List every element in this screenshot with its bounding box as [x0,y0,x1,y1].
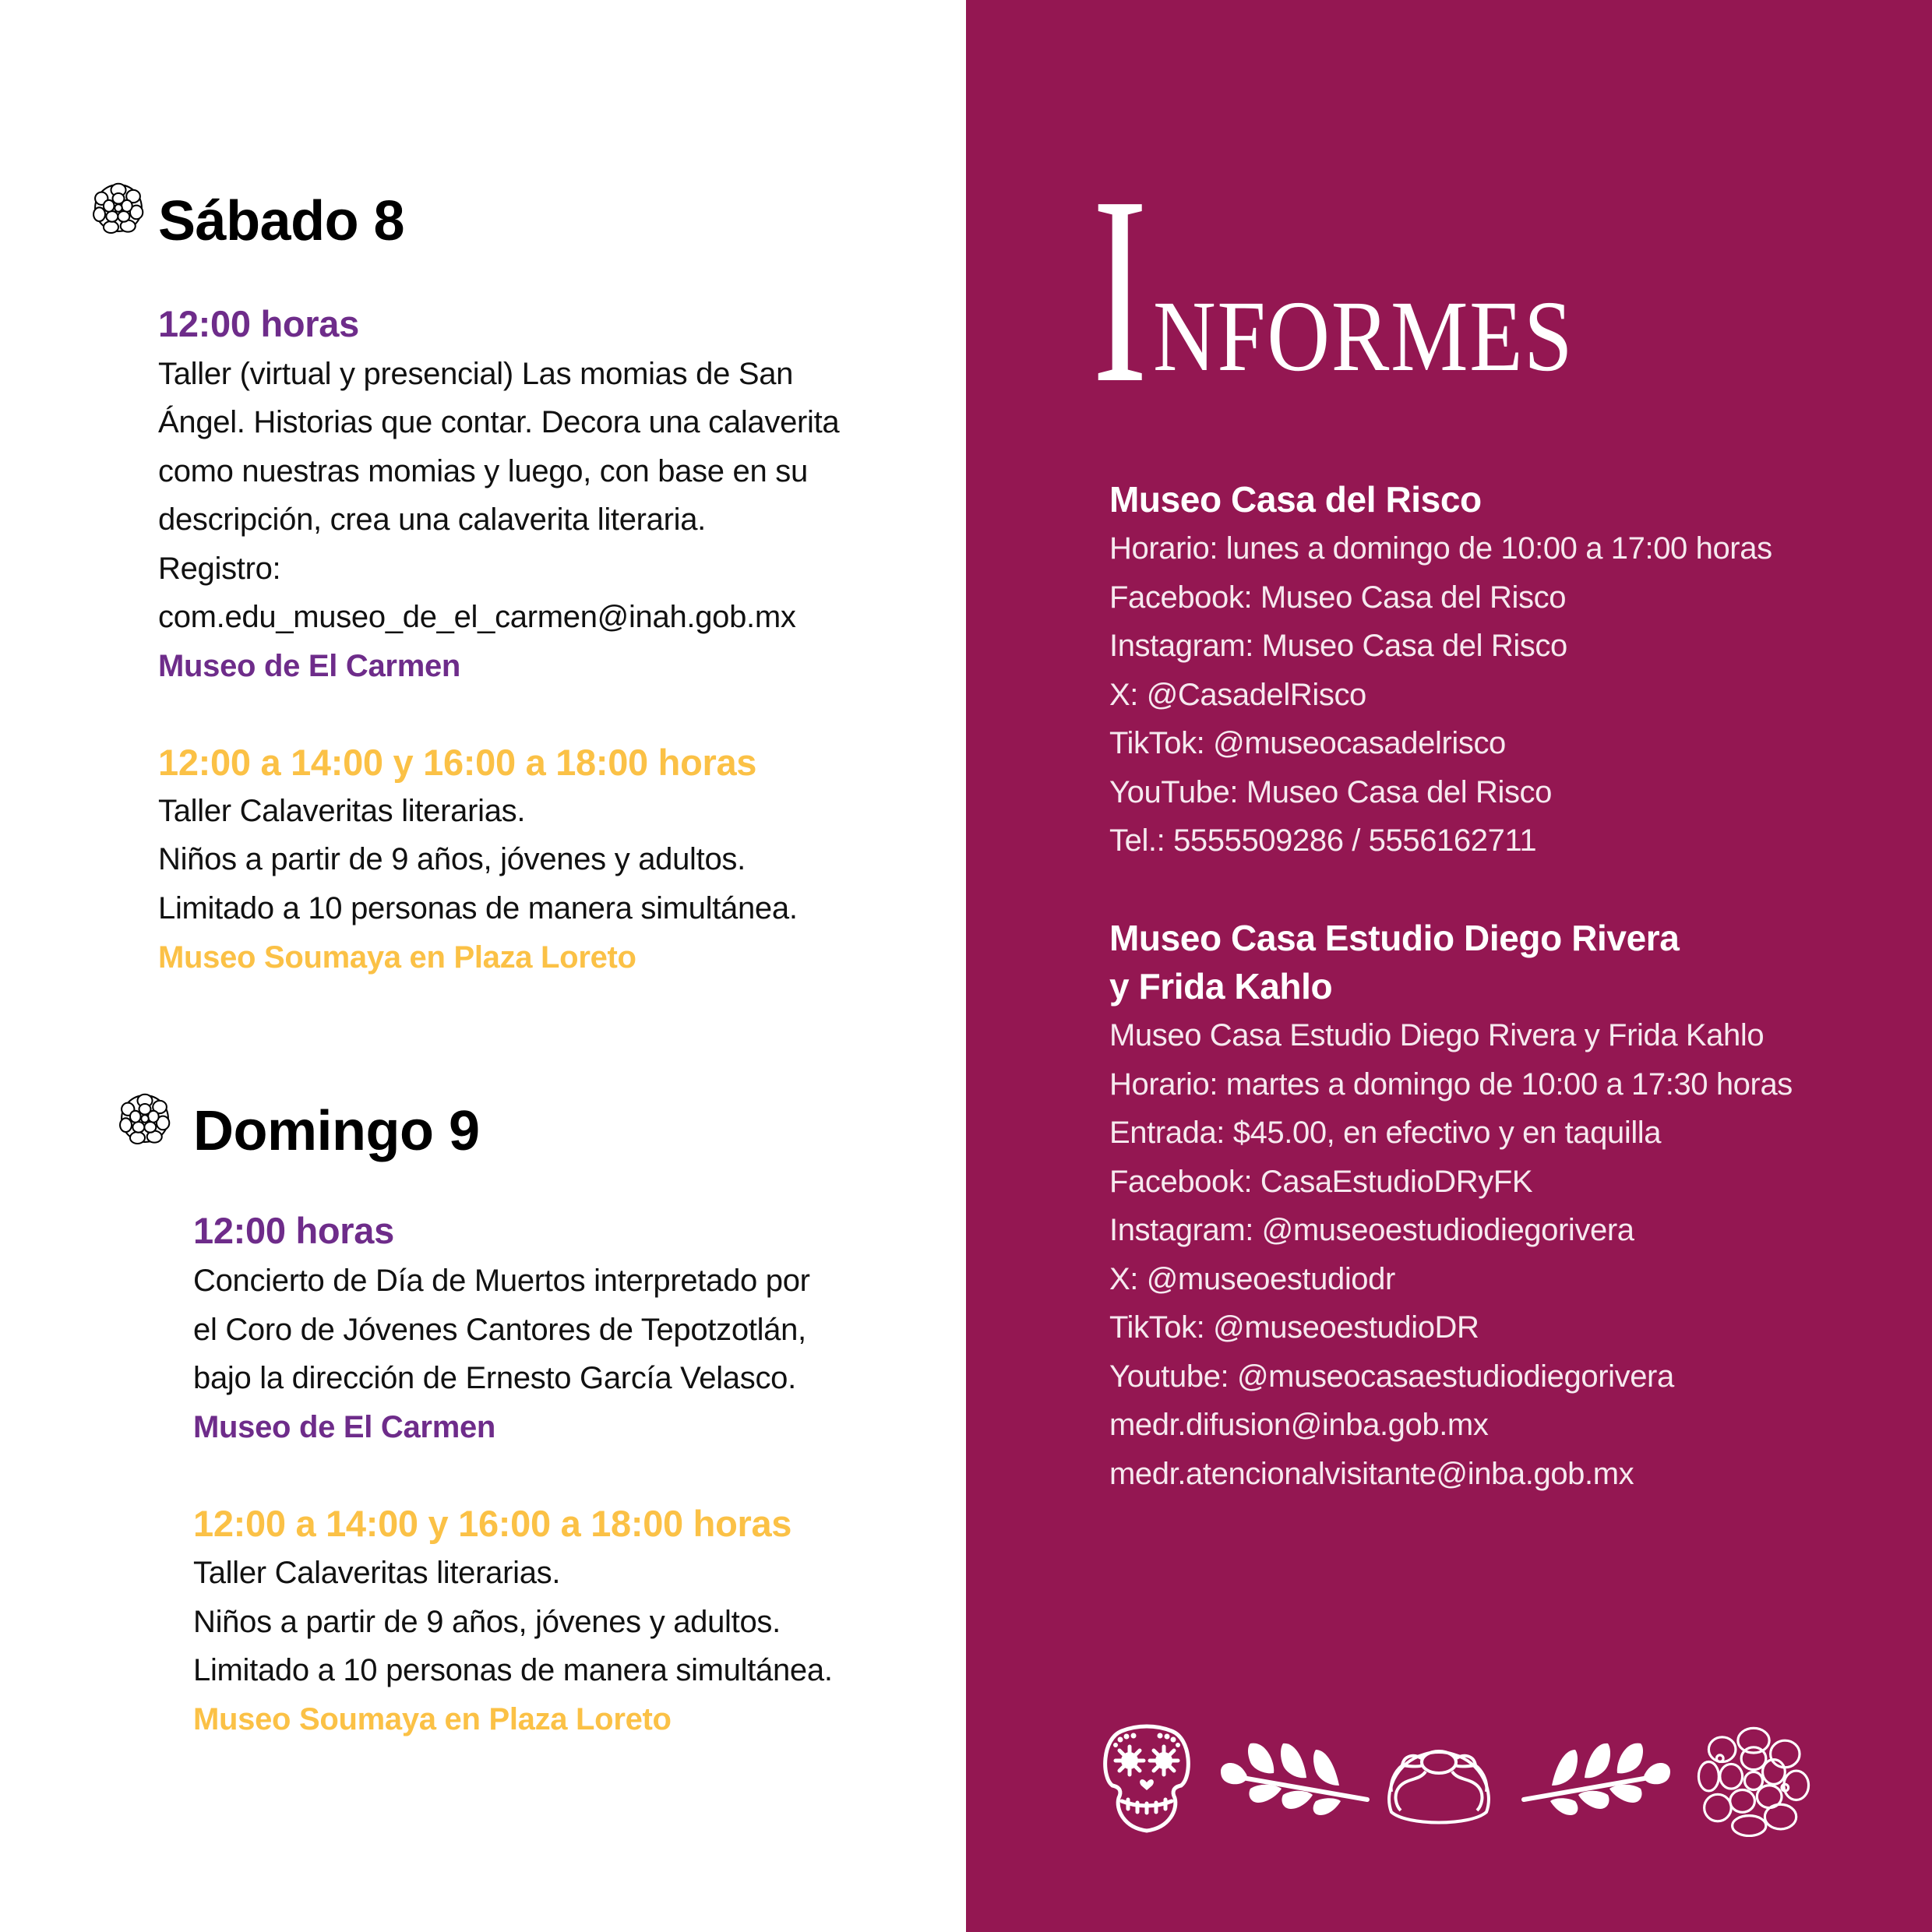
event-location: Museo de El Carmen [193,1410,496,1444]
museum-info-line[interactable]: TikTok: @museoestudioDR [1109,1310,1479,1345]
leaf-branch-icon [1521,1739,1672,1817]
museum-info-line[interactable]: YouTube: Museo Casa del Risco [1109,775,1552,809]
event-time: 12:00 horas [193,1210,394,1251]
event-time: 12:00 horas [158,303,359,344]
event-description-line: como nuestras momias y luego, con base en su [158,454,808,488]
event-description-line: Taller Calaveritas literarias. [158,794,526,828]
event-description-line: descripción, crea una calaverita literaria. [158,502,706,537]
registration-email[interactable]: com.edu_museo_de_el_carmen@inah.gob.mx [158,600,796,634]
event-description-line: Limitado a 10 personas de manera simultánea. [193,1653,833,1687]
informes-title-rest: NFORMES [1153,280,1574,393]
museum-phone[interactable]: Tel.: 5555509286 / 5556162711 [1109,823,1537,858]
museum-info-line[interactable]: Instagram: Museo Casa del Risco [1109,629,1567,663]
museum-info-line[interactable]: Instagram: @museoestudiodiegorivera [1109,1213,1634,1247]
museum-info-line[interactable]: Facebook: CasaEstudioDRyFK [1109,1165,1533,1199]
marigold-flower-icon [118,1092,171,1145]
museum-email[interactable]: medr.difusion@inba.gob.mx [1109,1408,1489,1442]
pan-de-muerto-icon [1385,1745,1493,1829]
museum-info-line: Museo Casa Estudio Diego Rivera y Frida Kahlo [1109,1018,1765,1052]
event-time: 12:00 a 14:00 y 16:00 a 18:00 horas [158,742,757,783]
event-description-line: bajo la dirección de Ernesto García Velasco. [193,1361,796,1395]
museum-info-line: Horario: lunes a domingo de 10:00 a 17:00 horas [1109,531,1772,566]
event-description-line: Concierto de Día de Muertos interpretado por [193,1264,810,1298]
event-location: Museo Soumaya en Plaza Loreto [158,940,636,975]
museum-info-line: Horario: martes a domingo de 10:00 a 17:30 horas [1109,1067,1793,1102]
registration-label: Registro: [158,552,281,586]
informes-title-initial: I [1092,141,1148,439]
event-description-line: Taller (virtual y presencial) Las momias de San [158,357,794,391]
museum-info-line[interactable]: Facebook: Museo Casa del Risco [1109,580,1567,615]
museum-name: y Frida Kahlo [1109,966,1333,1007]
marigold-flower-icon [92,182,145,234]
event-description-line: Niños a partir de 9 años, jóvenes y adultos. [158,842,746,876]
event-description-line: Ángel. Historias que contar. Decora una calaverita [158,405,840,439]
museum-name: Museo Casa Estudio Diego Rivera [1109,918,1680,958]
museum-name: Museo Casa del Risco [1109,479,1482,520]
event-description-line: Niños a partir de 9 años, jóvenes y adultos. [193,1605,781,1639]
museum-info-line[interactable]: X: @CasadelRisco [1109,678,1366,712]
event-location: Museo Soumaya en Plaza Loreto [193,1702,672,1736]
event-time: 12:00 a 14:00 y 16:00 a 18:00 horas [193,1503,792,1544]
museum-email[interactable]: medr.atencionalvisitante@inba.gob.mx [1109,1457,1634,1491]
day-title-domingo: Domingo 9 [193,1100,480,1162]
sugar-skull-icon [1098,1723,1195,1835]
day-title-sabado: Sábado 8 [158,190,405,252]
museum-info-line[interactable]: X: @museoestudiodr [1109,1262,1395,1296]
museum-info-line: Entrada: $45.00, en efectivo y en taquilla [1109,1116,1662,1150]
museum-info-line[interactable]: Youtube: @museocasaestudiodiegorivera [1109,1359,1674,1394]
leaf-branch-icon [1219,1739,1370,1817]
event-description-line: el Coro de Jóvenes Cantores de Tepotzotlán, [193,1313,806,1347]
event-description-line: Taller Calaveritas literarias. [193,1556,561,1590]
marigold-flower-icon [1697,1725,1810,1837]
museum-info-line[interactable]: TikTok: @museocasadelrisco [1109,726,1506,760]
event-description-line: Limitado a 10 personas de manera simultánea. [158,891,798,925]
event-location: Museo de El Carmen [158,649,461,683]
